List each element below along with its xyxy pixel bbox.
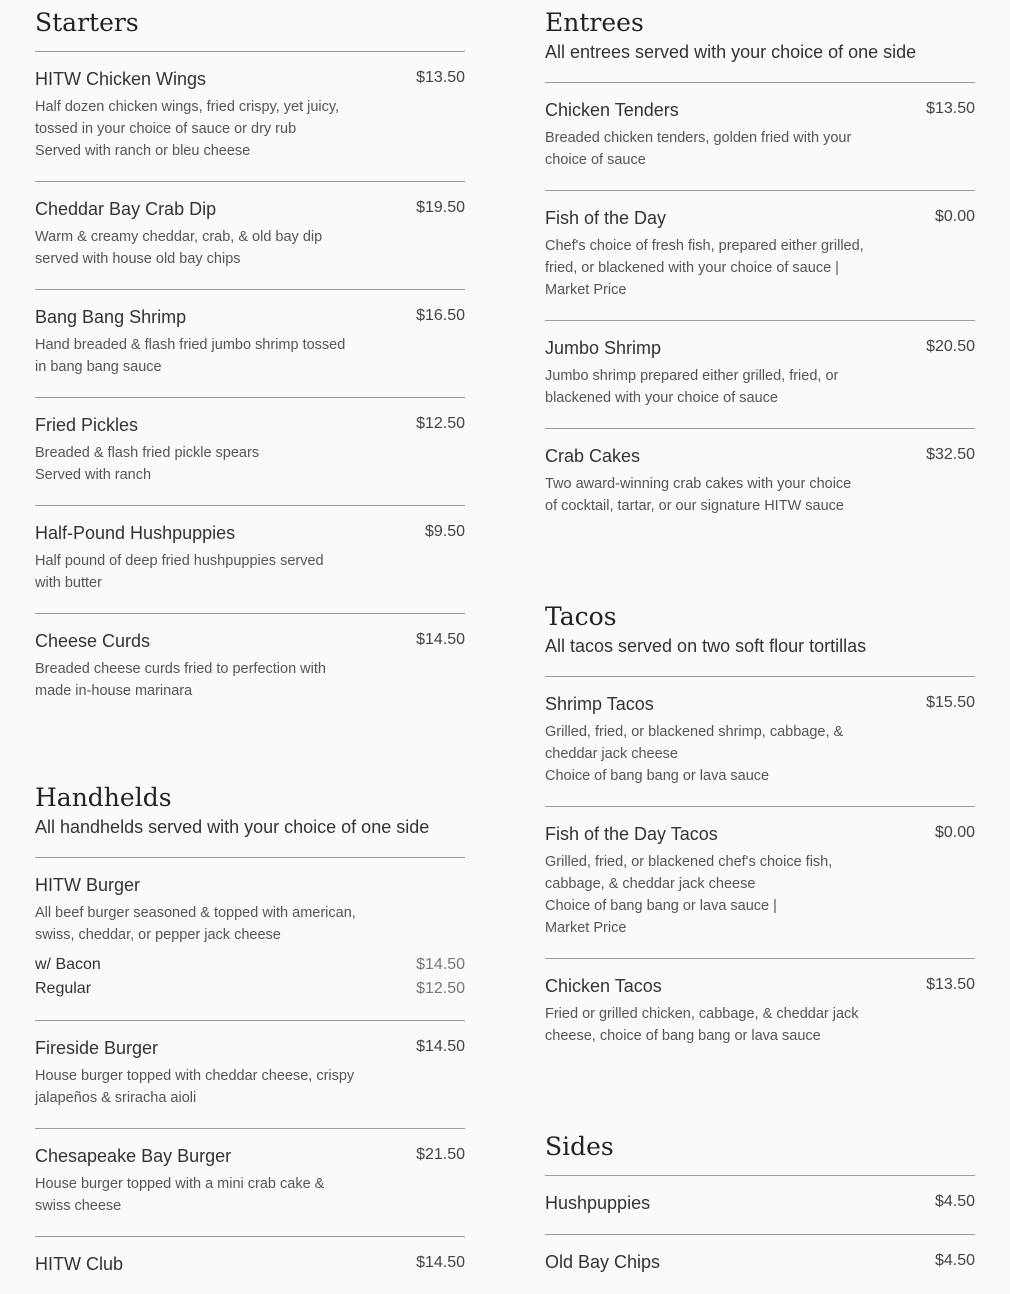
item-name: Chicken Tenders: [545, 100, 679, 120]
description-line: served with house old bay chips: [35, 251, 241, 267]
item-description: [35, 96, 365, 162]
item-description: [35, 550, 365, 594]
item-name: Crab Cakes: [545, 446, 641, 466]
item-name: Half-Pound Hushpuppies: [35, 523, 236, 543]
section-handhelds: [35, 775, 465, 1294]
item-name: Fireside Burger: [35, 1038, 159, 1058]
item-description: [545, 235, 875, 301]
menu-item[interactable]: [545, 1235, 975, 1293]
description-line: Choice of bang bang or lava sauce: [545, 768, 770, 784]
menu-item[interactable]: [545, 807, 975, 958]
description-line: Breaded chicken tenders, golden fried with your: [545, 130, 852, 146]
item-description: [545, 721, 875, 787]
description-line: Warm & creamy cheddar, crab, & old bay dip: [35, 229, 323, 245]
item-price: $13.50: [416, 69, 465, 86]
item-name: Cheddar Bay Crab Dip: [35, 199, 217, 219]
description-line: in bang bang sauce: [35, 359, 162, 375]
description-line: choice of sauce: [545, 152, 646, 168]
description-line: cheddar jack cheese: [545, 746, 678, 762]
section-title: Sides: [545, 1132, 614, 1161]
description-line: Hand breaded & flash fried jumbo shrimp tossed: [35, 337, 346, 353]
item-description: [35, 902, 365, 946]
menu-item[interactable]: [545, 321, 975, 428]
item-description: [35, 658, 365, 702]
item-price: $13.50: [926, 976, 975, 993]
item-name: Chesapeake Bay Burger: [35, 1146, 232, 1166]
description-line: Market Price: [545, 282, 627, 298]
menu-item[interactable]: [35, 1129, 465, 1236]
item-price: $14.50: [416, 631, 465, 648]
item-price: $9.50: [424, 523, 465, 540]
item-description: [35, 1065, 365, 1109]
option-price: $12.50: [416, 980, 465, 997]
item-description: [545, 473, 875, 517]
item-name: Hushpuppies: [545, 1193, 651, 1213]
section-entrees: [545, 0, 975, 536]
description-line: fried, or blackened with your choice of sauce |: [545, 260, 839, 276]
item-description: [35, 226, 365, 270]
section-subtitle: All tacos served on two soft flour tortillas: [545, 636, 867, 656]
section-title: Entrees: [545, 8, 644, 37]
menu-item[interactable]: [35, 398, 465, 505]
item-description: [35, 442, 365, 486]
description-line: House burger topped with a mini crab cake &: [35, 1176, 325, 1192]
menu-item[interactable]: [545, 429, 975, 536]
description-line: Served with ranch or bleu cheese: [35, 143, 251, 159]
description-line: made in-house marinara: [35, 683, 193, 699]
menu-item[interactable]: [35, 290, 465, 397]
section-tacos: [545, 594, 975, 1066]
description-line: of cocktail, tartar, or our signature HITW sauce: [545, 498, 844, 514]
item-price: $12.50: [416, 415, 465, 432]
section-subtitle: All entrees served with your choice of one side: [545, 42, 917, 62]
section-title: Starters: [35, 8, 139, 37]
description-line: tossed in your choice of sauce or dry rub: [35, 121, 297, 137]
description-line: Grilled, fried, or blackened chef's choice fish,: [545, 854, 833, 870]
menu-item[interactable]: [35, 1021, 465, 1128]
item-name: HITW Club: [35, 1254, 124, 1274]
item-name: HITW Chicken Wings: [35, 69, 207, 89]
menu-item[interactable]: [35, 858, 465, 1020]
menu-item[interactable]: [545, 83, 975, 190]
description-line: jalapeños & sriracha aioli: [35, 1090, 197, 1106]
item-description: [35, 1173, 365, 1217]
description-line: Grilled, fried, or blackened shrimp, cabbage, &: [545, 724, 844, 740]
item-price: $4.50: [934, 1252, 975, 1269]
price-option: [35, 953, 465, 977]
description-line: House burger topped with cheddar cheese, crispy: [35, 1068, 355, 1084]
item-price: $32.50: [926, 446, 975, 463]
item-name: Fried Pickles: [35, 415, 139, 435]
menu-item[interactable]: [35, 52, 465, 181]
description-line: Fried or grilled chicken, cabbage, & cheddar jack: [545, 1006, 859, 1022]
description-line: Served with ranch: [35, 467, 152, 483]
description-line: blackened with your choice of sauce: [545, 390, 778, 406]
item-description: [35, 334, 365, 378]
menu-item[interactable]: [35, 614, 465, 721]
description-line: Half dozen chicken wings, fried crispy, yet juicy,: [35, 99, 340, 115]
item-description: [545, 365, 875, 409]
item-name: Jumbo Shrimp: [545, 338, 662, 358]
item-description: [545, 127, 875, 171]
menu-item[interactable]: [35, 1237, 465, 1294]
description-line: Jumbo shrimp prepared either grilled, fried, or: [545, 368, 839, 384]
menu-item[interactable]: [545, 1176, 975, 1234]
section-sides: [545, 1124, 975, 1293]
item-name: Fish of the Day: [545, 208, 667, 228]
item-price: $0.00: [934, 208, 975, 225]
menu-item[interactable]: [35, 506, 465, 613]
description-line: with butter: [35, 575, 102, 591]
item-description: [545, 1003, 875, 1047]
description-line: Breaded & flash fried pickle spears: [35, 445, 260, 461]
price-options: [35, 953, 465, 1001]
item-price: $0.00: [934, 824, 975, 841]
item-price: $21.50: [416, 1146, 465, 1163]
price-option: [35, 977, 465, 1001]
menu-item[interactable]: [545, 959, 975, 1066]
description-line: cabbage, & cheddar jack cheese: [545, 876, 756, 892]
section-title: Tacos: [545, 602, 617, 631]
item-name: Chicken Tacos: [545, 976, 662, 996]
description-line: Market Price: [545, 920, 627, 936]
option-label: w/ Bacon: [35, 956, 101, 973]
description-line: cheese, choice of bang bang or lava sauce: [545, 1028, 821, 1044]
description-line: Breaded cheese curds fried to perfection with: [35, 661, 326, 677]
item-name: Shrimp Tacos: [545, 694, 654, 714]
item-description: [545, 851, 875, 939]
menu-item[interactable]: [35, 182, 465, 289]
item-price: $16.50: [416, 307, 465, 324]
description-line: Half pound of deep fried hushpuppies served: [35, 553, 324, 569]
section-title: Handhelds: [35, 783, 172, 812]
item-name: HITW Burger: [35, 875, 141, 895]
option-label: Regular: [35, 980, 92, 997]
option-price: $14.50: [416, 956, 465, 973]
item-price: $19.50: [416, 199, 465, 216]
description-line: swiss, cheddar, or pepper jack cheese: [35, 927, 281, 943]
item-price: $14.50: [416, 1254, 465, 1271]
description-line: Two award-winning crab cakes with your choice: [545, 476, 852, 492]
menu-item[interactable]: [545, 191, 975, 320]
description-line: All beef burger seasoned & topped with american,: [35, 905, 356, 921]
item-price: $15.50: [926, 694, 975, 711]
item-name: Fish of the Day Tacos: [545, 824, 718, 844]
item-price: $14.50: [416, 1038, 465, 1055]
description-line: swiss cheese: [35, 1198, 122, 1214]
item-price: $20.50: [926, 338, 975, 355]
item-price: $4.50: [934, 1193, 975, 1210]
description-line: Choice of bang bang or lava sauce |: [545, 898, 777, 914]
item-name: Cheese Curds: [35, 631, 151, 651]
item-name: Bang Bang Shrimp: [35, 307, 187, 327]
description-line: Chef's choice of fresh fish, prepared either grilled,: [545, 238, 864, 254]
item-price: $13.50: [926, 100, 975, 117]
section-subtitle: All handhelds served with your choice of one side: [35, 817, 430, 837]
menu-item[interactable]: [545, 677, 975, 806]
item-name: Old Bay Chips: [545, 1252, 661, 1272]
section-starters: [35, 0, 465, 721]
